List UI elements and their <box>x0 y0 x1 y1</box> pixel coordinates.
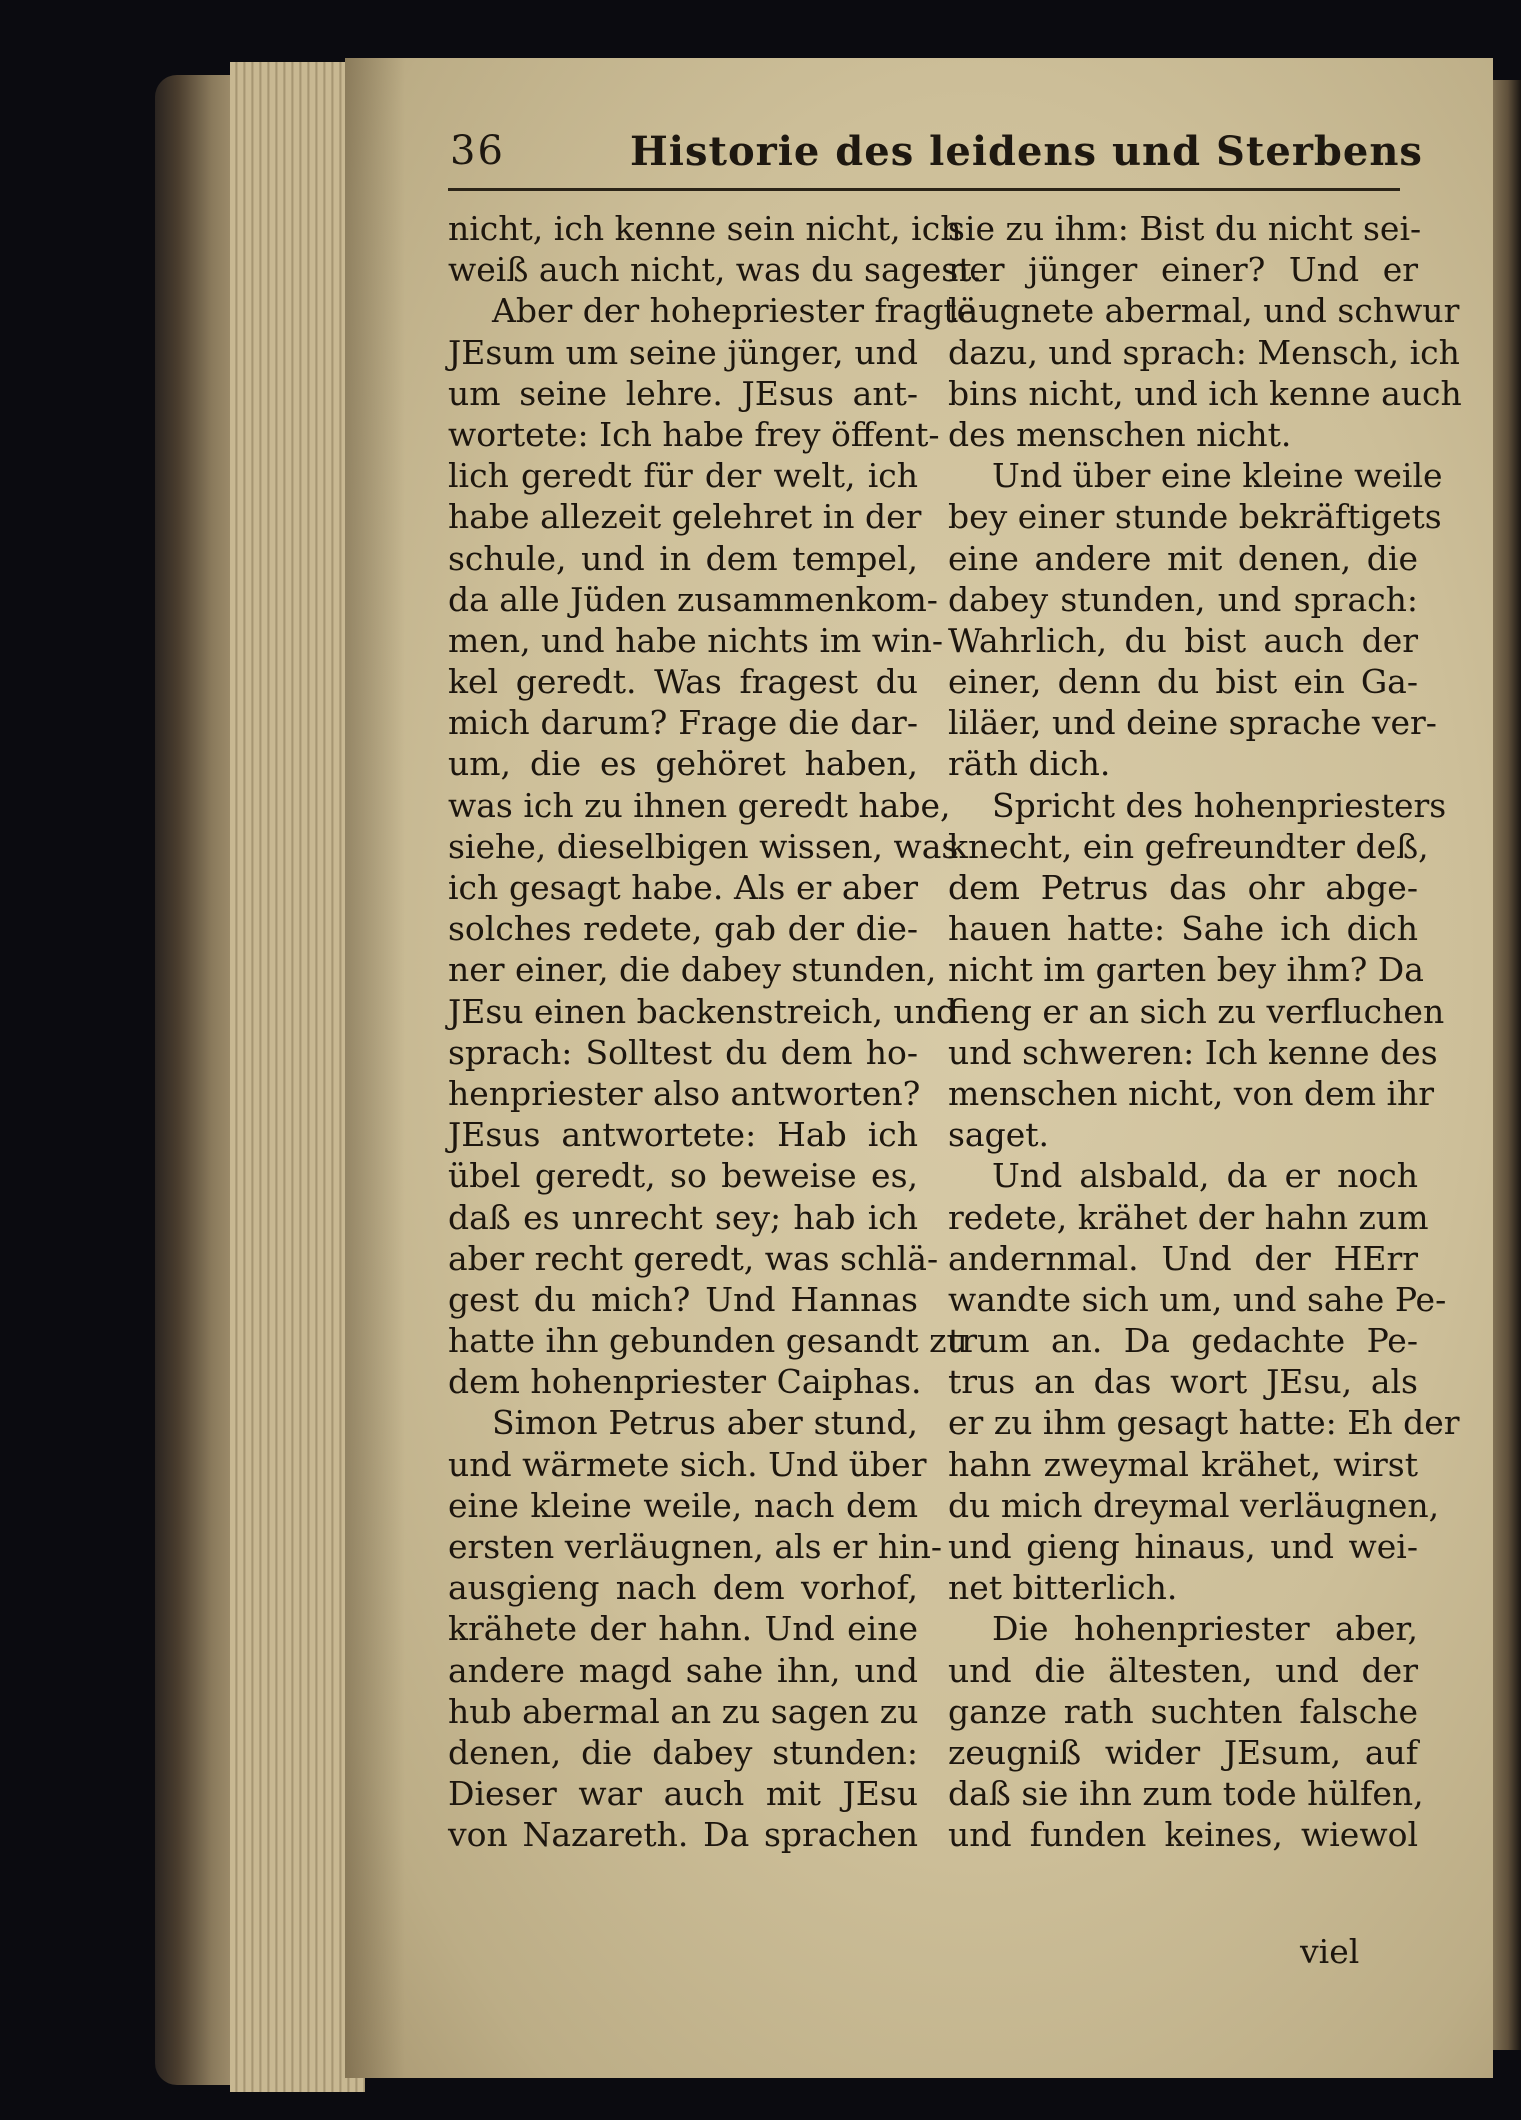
text-line: hahn zweymal krähet, wirst <box>948 1444 1418 1484</box>
text-line: daß es unrecht sey; hab ich <box>448 1197 918 1237</box>
text-line: JEsus antwortete: Hab ich <box>448 1115 918 1155</box>
text-line: krähete der hahn. Und eine <box>448 1609 918 1649</box>
text-line: da alle Jüden zusammenkom- <box>448 579 938 619</box>
text-line: von Nazareth. Da sprachen <box>448 1815 918 1855</box>
text-line: nicht im garten bey ihm? Da <box>948 950 1424 990</box>
text-line: redete, krähet der hahn zum <box>948 1197 1429 1237</box>
text-line: kel geredt. Was fragest du <box>448 662 918 702</box>
text-line: dazu, und sprach: Mensch, ich <box>948 332 1460 372</box>
text-line: zeugniß wider JEsum, auf <box>948 1732 1418 1772</box>
text-line: hatte ihn gebunden gesandt zu <box>448 1321 968 1361</box>
text-line: und die ältesten, und der <box>948 1650 1418 1690</box>
text-line: siehe, dieselbigen wissen, was <box>448 826 959 866</box>
text-line: ich gesagt habe. Als er aber <box>448 868 918 907</box>
text-line: saget. <box>948 1115 1050 1155</box>
running-title: Historie des leidens und Sterbens <box>630 128 1423 175</box>
text-line: ganze rath suchten falsche <box>948 1691 1418 1731</box>
text-line: Und über eine kleine weile <box>992 456 1443 496</box>
text-line: andere magd sahe ihn, und <box>448 1650 918 1690</box>
text-line: dabey stunden, und sprach: <box>948 579 1418 619</box>
text-line: JEsum um seine jünger, und <box>448 332 918 372</box>
text-line: mich darum? Frage die dar- <box>448 703 918 743</box>
text-line: trus an das wort JEsu, als <box>948 1362 1418 1402</box>
text-line: andernmal. Und der HErr <box>948 1238 1418 1278</box>
text-line: eine kleine weile, nach dem <box>448 1485 918 1525</box>
text-line: und wärmete sich. Und über <box>448 1444 927 1484</box>
text-line: gest du mich? Und Hannas <box>448 1279 918 1319</box>
text-line: Und alsbald, da er noch <box>992 1156 1418 1196</box>
text-line: fieng er an sich zu verfluchen <box>948 991 1445 1031</box>
text-line: Dieser war auch mit JEsu <box>448 1774 918 1814</box>
text-line: übel geredt, so beweise es, <box>448 1156 918 1196</box>
gutter-shadow <box>345 58 405 2078</box>
text-line: denen, die dabey stunden: <box>448 1732 918 1772</box>
text-line: lich geredt für der welt, ich <box>448 456 918 496</box>
text-line: des menschen nicht. <box>948 414 1292 454</box>
text-line: Aber der hohepriester fragte <box>492 291 977 331</box>
text-line: menschen nicht, von dem ihr <box>948 1073 1435 1113</box>
text-line: ausgieng nach dem vorhof, <box>448 1568 918 1608</box>
text-line: sprach: Solltest du dem ho- <box>448 1032 918 1072</box>
text-line: JEsu einen backenstreich, und <box>448 991 958 1031</box>
header-rule <box>448 188 1400 191</box>
text-line: um, die es gehöret haben, <box>448 744 918 784</box>
text-line: schule, und in dem tempel, <box>448 538 918 578</box>
text-line: einer, denn du bist ein Ga- <box>948 662 1418 702</box>
text-line: du mich dreymal verläugnen, <box>948 1485 1440 1525</box>
text-line: Spricht des hohenpriesters <box>992 785 1447 825</box>
text-line: er zu ihm gesagt hatte: Eh der <box>948 1403 1460 1443</box>
text-line: hauen hatte: Sahe ich dich <box>948 909 1418 949</box>
right-text-column <box>948 208 1462 1856</box>
page-number: 36 <box>450 128 505 174</box>
text-line: sie zu ihm: Bist du nicht sei- <box>948 209 1422 248</box>
text-line: knecht, ein gefreundter deß, <box>948 826 1429 866</box>
text-line: ersten verläugnen, als er hin- <box>448 1527 943 1566</box>
text-line: net bitterlich. <box>948 1568 1178 1608</box>
text-line: liläer, und deine sprache ver- <box>948 703 1437 743</box>
text-line: und gieng hinaus, und wei- <box>948 1527 1418 1566</box>
text-line: nicht, ich kenne sein nicht, ich <box>448 209 962 248</box>
text-line: weiß auch nicht, was du sagest. <box>448 250 982 290</box>
text-line: dem hohenpriester Caiphas. <box>448 1362 922 1402</box>
text-line: ner jünger einer? Und er <box>948 250 1418 290</box>
text-line: hub abermal an zu sagen zu <box>448 1691 919 1731</box>
text-line: läugnete abermal, und schwur <box>948 291 1460 331</box>
text-line: und funden keines, wiewol <box>948 1815 1418 1855</box>
text-line: um seine lehre. JEsus ant- <box>448 373 918 413</box>
text-line: wandte sich um, und sahe Pe- <box>948 1279 1447 1319</box>
text-line: habe allezeit gelehret in der <box>448 497 922 537</box>
text-line: Die hohenpriester aber, <box>992 1609 1418 1649</box>
catchword: viel <box>1300 1932 1360 1971</box>
text-line: henpriester also antworten? <box>448 1073 921 1113</box>
text-line: trum an. Da gedachte Pe- <box>948 1321 1418 1361</box>
text-line: ner einer, die dabey stunden, <box>448 950 937 990</box>
text-line: daß sie ihn zum tode hülfen, <box>948 1774 1424 1814</box>
text-line: und schweren: Ich kenne des <box>948 1032 1438 1072</box>
text-line: wortete: Ich habe frey öffent- <box>448 414 940 454</box>
text-line: dem Petrus das ohr abge- <box>948 868 1418 907</box>
text-line: bey einer stunde bekräftigets <box>948 497 1442 537</box>
left-text-column <box>448 208 982 1856</box>
text-line: eine andere mit denen, die <box>948 538 1418 578</box>
text-line: räth dich. <box>948 744 1111 784</box>
text-line: bins nicht, und ich kenne auch <box>948 373 1462 413</box>
text-line: solches redete, gab der die- <box>448 909 918 949</box>
text-line: Wahrlich, du bist auch der <box>948 620 1418 660</box>
text-line: men, und habe nichts im win- <box>448 620 944 660</box>
text-line: aber recht geredt, was schlä- <box>448 1238 939 1278</box>
text-line: was ich zu ihnen geredt habe, <box>448 785 951 825</box>
text-line: Simon Petrus aber stund, <box>492 1403 918 1443</box>
